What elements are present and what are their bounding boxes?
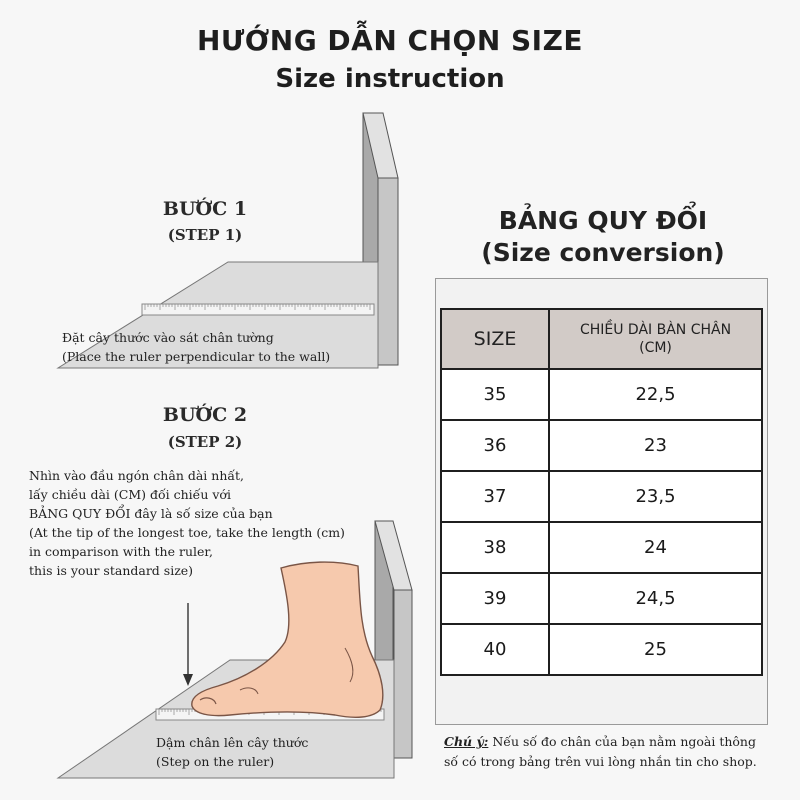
step2-instruction-line: lấy chiều dài (CM) đối chiếu với (29, 487, 231, 502)
size-cell: 39 (441, 573, 549, 624)
step2-caption-vi: Dậm chân lên cây thước (156, 735, 309, 750)
arrow-down-icon (183, 603, 193, 686)
conversion-title: BẢNG QUY ĐỔI (498, 206, 708, 235)
note-label: Chú ý: (444, 734, 489, 749)
step2-instruction-line: in comparison with the ruler, (29, 544, 213, 559)
table-row (441, 369, 762, 420)
page-subtitle: Size instruction (275, 64, 505, 94)
step2-instruction-line: (At the tip of the longest toe, take the length (cm) (29, 525, 345, 540)
step2-caption-en: (Step on the ruler) (156, 754, 275, 769)
length-cell: 24,5 (549, 573, 762, 624)
table-row (441, 573, 762, 624)
column-header-length-line2: (CM) (639, 340, 672, 356)
step2-instruction (29, 466, 379, 580)
table-header-row (441, 309, 762, 369)
step1-instruction-en: (Place the ruler perpendicular to the wall) (62, 349, 331, 364)
step2-instruction-line: this is your standard size) (29, 563, 194, 578)
step2-title: BƯỚC 2 (162, 404, 248, 426)
size-table (440, 308, 763, 676)
size-cell: 40 (441, 624, 549, 675)
step1-instruction (62, 328, 382, 366)
conversion-subtitle: (Size conversion) (481, 238, 725, 267)
step2-instruction-line: BẢNG QUY ĐỔI đây là số size của bạn (29, 506, 273, 521)
size-cell: 37 (441, 471, 549, 522)
step1-title: BƯỚC 1 (162, 198, 248, 220)
size-cell: 35 (441, 369, 549, 420)
table-row (441, 471, 762, 522)
length-cell: 23 (549, 420, 762, 471)
length-cell: 25 (549, 624, 762, 675)
size-cell: 36 (441, 420, 549, 471)
length-cell: 22,5 (549, 369, 762, 420)
size-table-panel (435, 278, 768, 725)
column-header-length (549, 309, 762, 369)
step2-caption (156, 733, 376, 771)
column-header-size: SIZE (441, 309, 549, 369)
length-cell: 23,5 (549, 471, 762, 522)
note (444, 732, 774, 772)
ruler-step1 (142, 304, 374, 315)
foot-illustration (192, 562, 383, 717)
note-text: Nếu số đo chân của bạn nằm ngoài thông số có trong bảng trên vui lòng nhắn tin cho shop. (444, 734, 757, 769)
size-cell: 38 (441, 522, 549, 573)
step2-instruction-line: Nhìn vào đầu ngón chân dài nhất, (29, 468, 245, 483)
length-cell: 24 (549, 522, 762, 573)
step2-subtitle: (STEP 2) (167, 433, 243, 451)
step1-subtitle: (STEP 1) (167, 226, 243, 244)
table-row (441, 624, 762, 675)
page-title: HƯỚNG DẪN CHỌN SIZE (196, 24, 584, 57)
table-row (441, 420, 762, 471)
column-header-length-line1: CHIỀU DÀI BÀN CHÂN (579, 322, 732, 338)
table-row (441, 522, 762, 573)
step1-instruction-vi: Đặt cây thước vào sát chân tường (62, 330, 274, 345)
